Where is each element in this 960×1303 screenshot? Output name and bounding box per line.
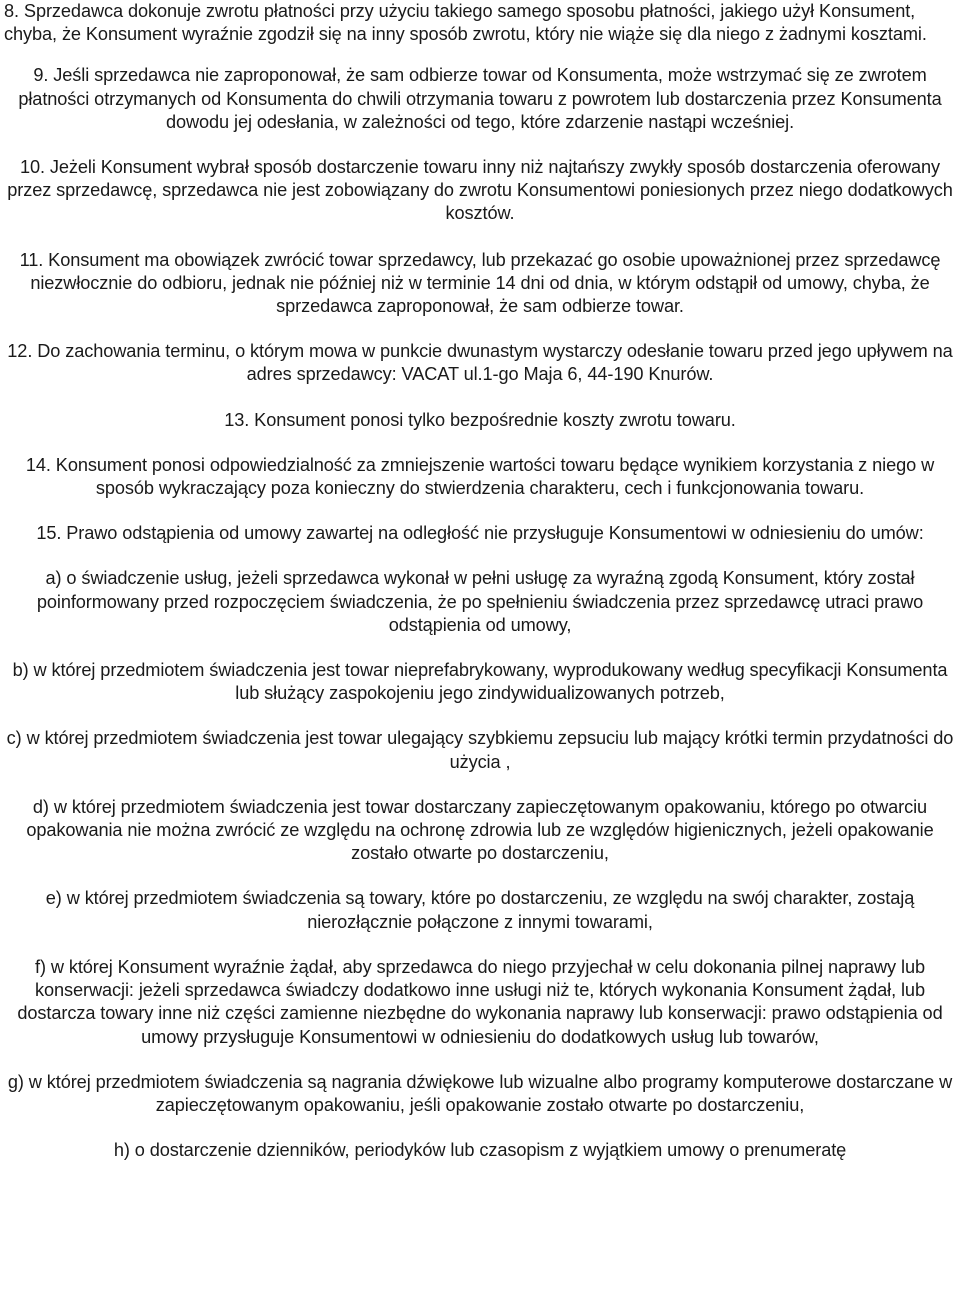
paragraph-8: 8. Sprzedawca dokonuje zwrotu płatności przy użyciu takiego samego sposobu płatności, jakiego użył Konsument, chyba, że Konsument wyraźnie zgodził się na inny sposób zwrotu, który nie wiąże się dla niego z żadnymi kosztami. bbox=[4, 1, 927, 45]
list-item-h: h) o dostarczenie dzienników, periodyków lub czasopism z wyjątkiem umowy o prenumeratę bbox=[113, 1140, 847, 1161]
paragraph-9: 9. Jeśli sprzedawca nie zaproponował, że sam odbierze towar od Konsumenta, może wstrzymać się ze zwrotem płatności otrzymanych od Konsumenta do chwili otrzymania towaru z powrotem lub dostarczenia przez Konsumenta dowodu jej odesłania, w zależności od tego, które zdarzenie nastąpi wcześniej. bbox=[18, 65, 942, 132]
paragraph-15: 15. Prawo odstąpienia od umowy zawartej na odległość nie przysługuje Konsumentowi w odniesieniu do umów: bbox=[36, 523, 924, 544]
list-item-c: c) w której przedmiotem świadczenia jest towar ulegający szybkiemu zepsuciu lub mający krótki termin przydatności do użycia , bbox=[6, 728, 954, 772]
list-item-b: b) w której przedmiotem świadczenia jest towar nieprefabrykowany, wyprodukowany według specyfikacji Konsumenta lub służący zaspokojeniu jego zindywidualizowanych potrzeb, bbox=[12, 660, 948, 704]
list-item-e: e) w której przedmiotem świadczenia są towary, które po dostarczeniu, ze względu na swój charakter, zostają nierozłącznie połączone z innymi towarami, bbox=[45, 888, 915, 932]
paragraph-14: 14. Konsument ponosi odpowiedzialność za zmniejszenie wartości towaru będące wynikiem korzystania z niego w sposób wykraczający poza konieczny do stwierdzenia charakteru, cech i funkcjonowania towaru. bbox=[25, 454, 935, 499]
list-item-d: d) w której przedmiotem świadczenia jest towar dostarczany zapieczętowanym opakowaniu, którego po otwarciu opakowania nie można zwrócić ze względu na ochronę zdrowia lub ze względów higienicznych, jeżeli opakowanie zostało otwarte po dostarczeniu, bbox=[26, 796, 934, 864]
paragraph-11: 11. Konsument ma obowiązek zwrócić towar sprzedawcy, lub przekazać go osobie upoważnionej przez sprzedawcę niezwłocznie do odbioru, jednak nie później niż w terminie 14 dni od dnia, w którym odstąpił od umowy, chyba, że sprzedawca zaproponował, że sam odbierze towar. bbox=[19, 249, 941, 317]
paragraph-13: 13. Konsument ponosi tylko bezpośrednie koszty zwrotu towaru. bbox=[224, 409, 736, 430]
paragraph-10: 10. Jeżeli Konsument wybrał sposób dostarczenie towaru inny niż najtańszy zwykły sposób dostarczenia oferowany przez sprzedawcę, sprzedawca nie jest zobowiązany do zwrotu Konsumentowi poniesionych przez niego dodatkowych kosztów. bbox=[7, 157, 953, 224]
list-item-g: g) w której przedmiotem świadczenia są nagrania dźwiękowe lub wizualne albo programy komputerowe dostarczane w zapieczętowanym opakowaniu, jeśli opakowanie zostało otwarte po dostarczeniu, bbox=[7, 1071, 953, 1115]
paragraph-12: 12. Do zachowania terminu, o którym mowa w punkcie dwunastym wystarczy odesłanie towaru przed jego upływem na adres sprzedawcy: VACAT ul.1-go Maja 6, 44-190 Knurów. bbox=[7, 341, 953, 385]
list-item-a: a) o świadczenie usług, jeżeli sprzedawca wykonał w pełni usługę za wyraźną zgodą Konsument, który został poinformowany przed rozpoczęciem świadczenia, że po spełnieniu świadczenia przez sprzedawcę utraci prawo odstąpienia od umowy, bbox=[36, 568, 924, 635]
list-item-f: f) w której Konsument wyraźnie żądał, aby sprzedawca do niego przyjechał w celu dokonania pilnej naprawy lub konserwacji: jeżeli sprzedawca świadczy dodatkowo inne usługi niż te, których wykonania Konsument żądał, lub dostarcza towary inne niż części zamienne niezbędne do wykonania naprawy lub konserwacji: prawo odstąpienia od umowy przysługuje Konsumentowi w odniesieniu do dodatkowych usług lub towarów, bbox=[17, 956, 943, 1047]
